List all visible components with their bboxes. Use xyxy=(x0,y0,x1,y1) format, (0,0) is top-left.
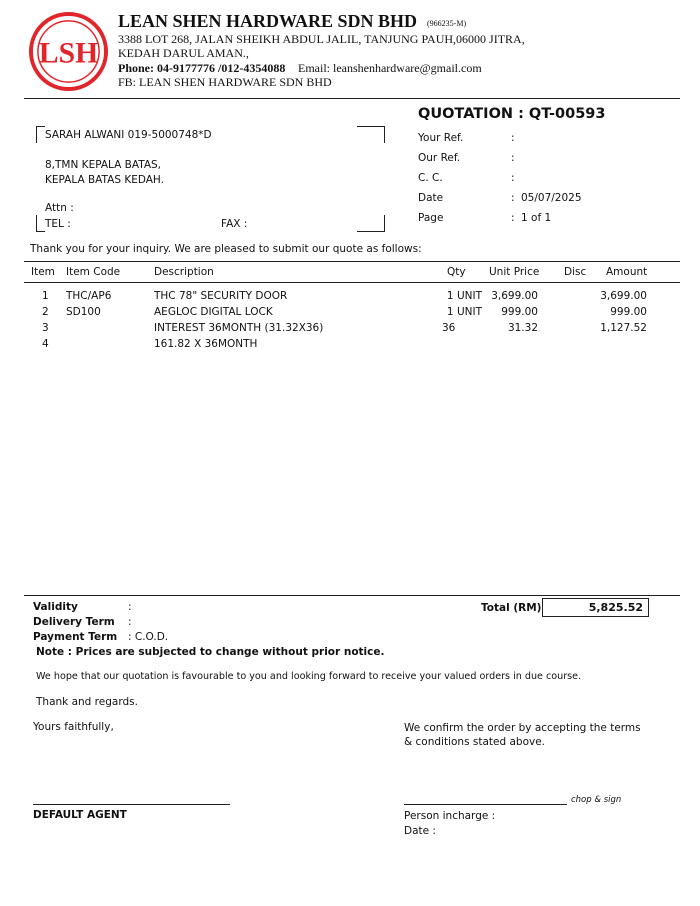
customer-fax: FAX : xyxy=(221,218,248,230)
cell-desc: INTEREST 36MONTH (31.32X36) xyxy=(154,322,324,334)
cell-qty: 1 UNIT xyxy=(446,290,482,302)
agent-name: DEFAULT AGENT xyxy=(33,809,127,821)
cell-amount: 3,699.00 xyxy=(600,290,647,302)
cell-desc: 161.82 X 36MONTH xyxy=(154,338,258,350)
customer-attn: Attn : xyxy=(45,202,74,214)
thanks-text: Thank and regards. xyxy=(36,696,138,708)
confirm-text-2: & conditions stated above. xyxy=(404,736,546,748)
col-header-disc: Disc xyxy=(564,266,587,278)
delivery-label: Delivery Term xyxy=(33,616,115,628)
col-header-price: Unit Price xyxy=(489,266,540,278)
col-header-code: Item Code xyxy=(66,266,121,278)
yours-faithfully: Yours faithfully, xyxy=(33,721,114,733)
delivery-value: : xyxy=(128,616,132,628)
footer-top-rule xyxy=(24,595,680,596)
cell-item: 1 xyxy=(42,290,49,302)
cell-item: 3 xyxy=(42,322,49,334)
intro-text: Thank you for your inquiry. We are pleased to submit our quote as follows: xyxy=(30,243,422,255)
customer-address-2: KEPALA BATAS KEDAH. xyxy=(45,174,164,186)
company-logo xyxy=(28,11,109,92)
field-label: C. C. xyxy=(418,172,443,184)
table-top-rule xyxy=(24,261,680,262)
cell-price: 999.00 xyxy=(501,306,538,318)
quotation-title: QUOTATION : QT-00593 xyxy=(418,106,606,122)
payment-value: : C.O.D. xyxy=(128,631,169,643)
cell-desc: AEGLOC DIGITAL LOCK xyxy=(154,306,273,318)
col-header-item: Item xyxy=(31,266,55,278)
col-header-desc: Description xyxy=(154,266,214,278)
cell-code: SD100 xyxy=(66,306,101,318)
company-reg-no: (966235-M) xyxy=(427,19,467,28)
company-fb: FB: LEAN SHEN HARDWARE SDN BHD xyxy=(118,75,332,89)
payment-label: Payment Term xyxy=(33,631,118,643)
logo-text: LSH xyxy=(38,37,99,70)
field-colon: : xyxy=(511,172,515,184)
price-note: Note : Prices are subjected to change without prior notice. xyxy=(36,646,385,658)
address-bracket xyxy=(357,126,385,143)
chop-sign-label: chop & sign xyxy=(571,795,622,805)
field-label: Your Ref. xyxy=(418,132,464,144)
cell-code: THC/AP6 xyxy=(66,290,112,302)
customer-tel: TEL : xyxy=(45,218,71,230)
field-colon: : xyxy=(511,192,515,204)
hope-text: We hope that our quotation is favourable to you and looking forward to receive your valued orders in due course. xyxy=(36,671,582,682)
col-header-qty: Qty xyxy=(447,266,466,278)
cell-desc: THC 78" SECURITY DOOR xyxy=(154,290,288,302)
customer-address-1: 8,TMN KEPALA BATAS, xyxy=(45,159,162,171)
company-address-line1: 3388 LOT 268, JALAN SHEIKH ABDUL JALIL, TANJUNG PAUH,06000 JITRA, xyxy=(118,32,525,46)
customer-signature-line xyxy=(404,804,567,805)
address-bracket xyxy=(36,126,45,143)
validity-label: Validity xyxy=(33,601,78,613)
total-value: 5,825.52 xyxy=(588,601,643,614)
col-header-amount: Amount xyxy=(606,266,648,278)
agent-signature-line xyxy=(33,804,230,805)
address-bracket xyxy=(357,215,385,232)
cell-price: 31.32 xyxy=(507,322,538,334)
validity-value: : xyxy=(128,601,132,613)
header-divider xyxy=(24,98,680,99)
cell-item: 4 xyxy=(42,338,49,350)
company-email: Email: leanshenhardware@gmail.com xyxy=(298,61,482,75)
address-bracket xyxy=(36,215,45,232)
cell-item: 2 xyxy=(42,306,49,318)
field-date: 05/07/2025 xyxy=(521,192,582,204)
cell-amount: 999.00 xyxy=(610,306,647,318)
table-header-rule xyxy=(24,282,680,283)
customer-name: SARAH ALWANI 019-5000748*D xyxy=(45,129,212,141)
company-name: LEAN SHEN HARDWARE SDN BHD xyxy=(118,11,418,31)
person-incharge: Person incharge : xyxy=(404,810,496,822)
field-colon: : xyxy=(511,132,515,144)
field-label: Our Ref. xyxy=(418,152,461,164)
confirm-text-1: We confirm the order by accepting the terms xyxy=(404,722,641,734)
confirm-date: Date : xyxy=(404,825,436,837)
company-address-line2: KEDAH DARUL AMAN., xyxy=(118,46,249,60)
field-label: Date xyxy=(418,192,444,204)
cell-amount: 1,127.52 xyxy=(600,322,647,334)
company-phone: Phone: 04-9177776 /012-4354088 xyxy=(118,61,286,75)
total-label: Total (RM) xyxy=(481,602,542,614)
cell-qty: 36 xyxy=(442,322,456,334)
cell-qty: 1 UNIT xyxy=(446,306,482,318)
field-colon: : xyxy=(511,212,515,224)
field-label: Page xyxy=(418,212,444,224)
cell-price: 3,699.00 xyxy=(491,290,538,302)
field-colon: : xyxy=(511,152,515,164)
field-page: 1 of 1 xyxy=(521,212,552,224)
